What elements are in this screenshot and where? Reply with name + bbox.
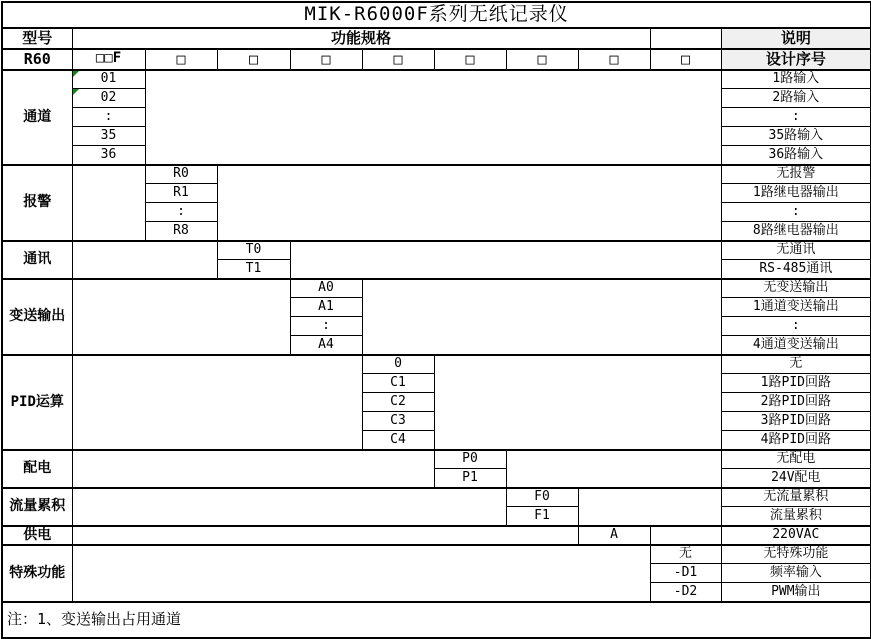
empty-region bbox=[72, 488, 506, 526]
code-box-1: □ bbox=[145, 49, 217, 70]
section-label-special-functions: 特殊功能 bbox=[2, 545, 72, 602]
green-corner-marker bbox=[73, 71, 79, 77]
code-cell bbox=[72, 70, 145, 89]
code-cell: F0 bbox=[506, 488, 578, 507]
empty-region bbox=[578, 488, 721, 526]
code-cell: C2 bbox=[362, 393, 434, 412]
code-cell: C1 bbox=[362, 374, 434, 393]
empty-region bbox=[72, 355, 362, 450]
desc-cell: : bbox=[721, 317, 871, 336]
desc-cell: : bbox=[721, 108, 871, 127]
desc-cell: 2路输入 bbox=[721, 89, 871, 108]
code-cell: 35 bbox=[72, 127, 145, 146]
page-title: MIK-R6000F系列无纸记录仪 bbox=[2, 2, 871, 28]
desc-cell: 无报警 bbox=[721, 165, 871, 184]
code-cell: T1 bbox=[217, 260, 290, 279]
code-cell: R0 bbox=[145, 165, 217, 184]
empty-region bbox=[72, 165, 145, 241]
section-label-channels: 通道 bbox=[2, 70, 72, 165]
empty-region bbox=[72, 241, 217, 279]
empty-region bbox=[217, 165, 721, 241]
desc-cell: 24V配电 bbox=[721, 469, 871, 488]
desc-cell: 3路PID回路 bbox=[721, 412, 871, 431]
empty-region bbox=[72, 279, 290, 355]
code-box-2: □ bbox=[217, 49, 290, 70]
code-box-6: □ bbox=[506, 49, 578, 70]
code-cell: R8 bbox=[145, 222, 217, 241]
code-cell: 36 bbox=[72, 146, 145, 165]
code-cell bbox=[72, 89, 145, 108]
model-code: R60 bbox=[2, 49, 72, 70]
code-cell: A1 bbox=[290, 298, 362, 317]
desc-cell: 1路输入 bbox=[721, 70, 871, 89]
section-label-flow-totalizer: 流量累积 bbox=[2, 488, 72, 526]
code-cell: 0 bbox=[362, 355, 434, 374]
code-cell: P0 bbox=[434, 450, 506, 469]
code-cell: : bbox=[290, 317, 362, 336]
header-spec: 功能规格 bbox=[72, 28, 650, 49]
desc-cell: 无特殊功能 bbox=[721, 545, 871, 564]
code-box-8: □ bbox=[650, 49, 721, 70]
header-empty-cell bbox=[650, 28, 721, 49]
desc-cell: 无流量累积 bbox=[721, 488, 871, 507]
section-label-alarm: 报警 bbox=[2, 165, 72, 241]
code-text: 02 bbox=[100, 89, 117, 105]
code-cell: -D2 bbox=[650, 583, 721, 602]
section-label-transmit-output: 变送输出 bbox=[2, 279, 72, 355]
empty-region bbox=[290, 241, 721, 279]
code-box-5: □ bbox=[434, 49, 506, 70]
desc-cell: 1路PID回路 bbox=[721, 374, 871, 393]
code-box-4: □ bbox=[362, 49, 434, 70]
section-label-pid: PID运算 bbox=[2, 355, 72, 450]
desc-cell: : bbox=[721, 203, 871, 222]
empty-region bbox=[434, 355, 721, 450]
empty-region bbox=[72, 450, 434, 488]
desc-cell: 流量累积 bbox=[721, 507, 871, 526]
code-cell: : bbox=[145, 203, 217, 222]
code-cell: F1 bbox=[506, 507, 578, 526]
section-label-power-distribution: 配电 bbox=[2, 450, 72, 488]
empty-region bbox=[362, 279, 721, 355]
model-selection-table bbox=[1, 1, 871, 639]
code-cell: T0 bbox=[217, 241, 290, 260]
code-cell: R1 bbox=[145, 184, 217, 203]
code-cell: A4 bbox=[290, 336, 362, 355]
section-label-communication: 通讯 bbox=[2, 241, 72, 279]
desc-cell: 1通道变送输出 bbox=[721, 298, 871, 317]
code-cell: P1 bbox=[434, 469, 506, 488]
desc-cell: 频率输入 bbox=[721, 564, 871, 583]
code-cell: 无 bbox=[650, 545, 721, 564]
empty-region bbox=[72, 526, 578, 545]
header-model: 型号 bbox=[2, 28, 72, 49]
desc-cell: PWM输出 bbox=[721, 583, 871, 602]
desc-cell: 4通道变送输出 bbox=[721, 336, 871, 355]
green-corner-marker bbox=[73, 89, 79, 95]
empty-region bbox=[145, 70, 721, 165]
code-cell: A0 bbox=[290, 279, 362, 298]
code-box-7: □ bbox=[578, 49, 650, 70]
desc-cell: 无 bbox=[721, 355, 871, 374]
empty-region bbox=[506, 450, 721, 488]
desc-cell: 36路输入 bbox=[721, 146, 871, 165]
desc-cell: 35路输入 bbox=[721, 127, 871, 146]
section-label-power-supply: 供电 bbox=[2, 526, 72, 545]
code-text: 01 bbox=[100, 71, 117, 87]
desc-cell: RS-485通讯 bbox=[721, 260, 871, 279]
desc-cell: 2路PID回路 bbox=[721, 393, 871, 412]
code-cell: : bbox=[72, 108, 145, 127]
header-desc: 说明 bbox=[721, 28, 871, 49]
order-code-prefix: □□F bbox=[72, 49, 145, 70]
code-cell: C4 bbox=[362, 431, 434, 450]
empty-region bbox=[650, 526, 721, 545]
desc-cell: 无配电 bbox=[721, 450, 871, 469]
desc-cell: 无通讯 bbox=[721, 241, 871, 260]
desc-cell: 8路继电器输出 bbox=[721, 222, 871, 241]
code-box-3: □ bbox=[290, 49, 362, 70]
desc-cell: 4路PID回路 bbox=[721, 431, 871, 450]
desc-cell: 无变送输出 bbox=[721, 279, 871, 298]
desc-cell: 1路继电器输出 bbox=[721, 184, 871, 203]
footnote: 注：1、变送输出占用通道 bbox=[2, 602, 871, 638]
empty-region bbox=[72, 545, 650, 602]
design-serial-header: 设计序号 bbox=[721, 49, 871, 70]
code-cell: -D1 bbox=[650, 564, 721, 583]
code-cell: C3 bbox=[362, 412, 434, 431]
code-cell: A bbox=[578, 526, 650, 545]
desc-cell: 220VAC bbox=[721, 526, 871, 545]
